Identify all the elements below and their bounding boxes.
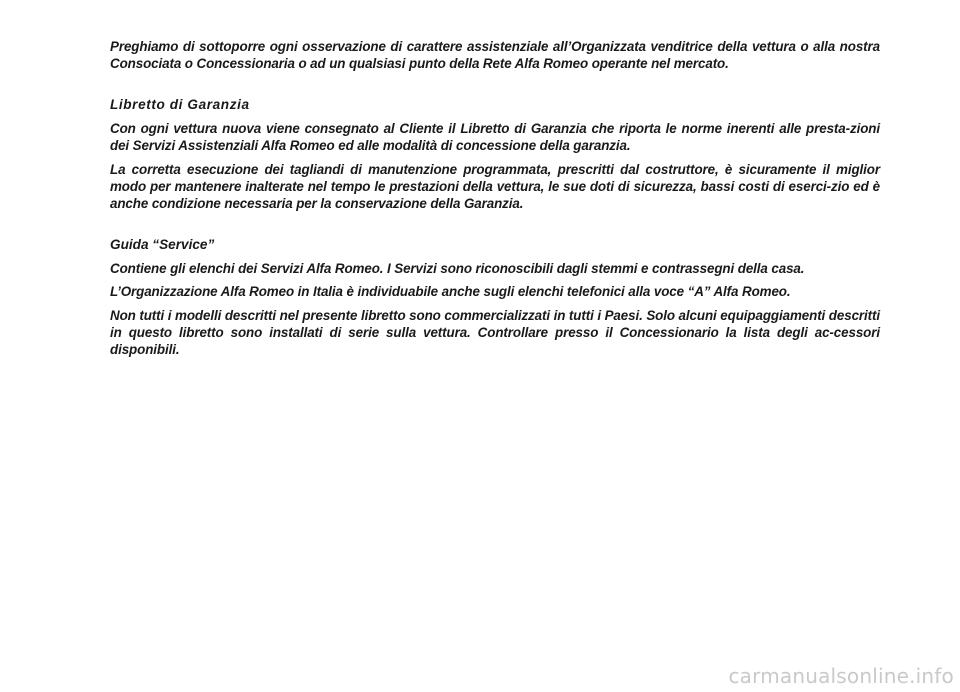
service-paragraph-3: Non tutti i modelli descritti nel presente libretto sono commercializzati in tutti i Paesi. Solo alcuni equipaggiamenti descritti in questo libretto sono installati di serie sulla vettura. Controllare presso il Concessionario la lista degli ac-cessori disponibili.: [110, 307, 880, 358]
intro-paragraph: Preghiamo di sottoporre ogni osservazione di carattere assistenziale all’Organizzata venditrice della vettura o alla nostra Consociata o Concessionaria o ad un qualsiasi punto della Rete Alfa Romeo operante nel mercato.: [110, 39, 880, 72]
site-watermark: carmanualsonline.info: [728, 664, 954, 688]
manual-page: [110, 38, 880, 359]
warranty-paragraph-2: La corretta esecuzione dei tagliandi di manutenzione programmata, prescritti dal costruttore, è sicuramente il miglior modo per mantenere inalterate nel tempo le prestazioni della vettura, le sue doti di sicurezza, bassi costi di eserci-zio ed è anche condizione necessaria per la conservazione della Garanzia.: [110, 161, 880, 212]
service-heading: Guida “Service”: [110, 236, 215, 252]
service-paragraph-2: L’Organizzazione Alfa Romeo in Italia è individuabile anche sugli elenchi telefonici alla voce “A” Alfa Romeo.: [110, 284, 791, 300]
warranty-heading: Libretto di Garanzia: [110, 96, 250, 112]
warranty-paragraph-1: Con ogni vettura nuova viene consegnato al Cliente il Libretto di Garanzia che riporta le norme inerenti alle presta-zioni dei Servizi Assistenziali Alfa Romeo ed alle modalità di concessione della garanzia.: [110, 120, 880, 154]
service-paragraph-1: Contiene gli elenchi dei Servizi Alfa Romeo. I Servizi sono riconoscibili dagli stemmi e contrassegni della casa.: [110, 260, 805, 276]
